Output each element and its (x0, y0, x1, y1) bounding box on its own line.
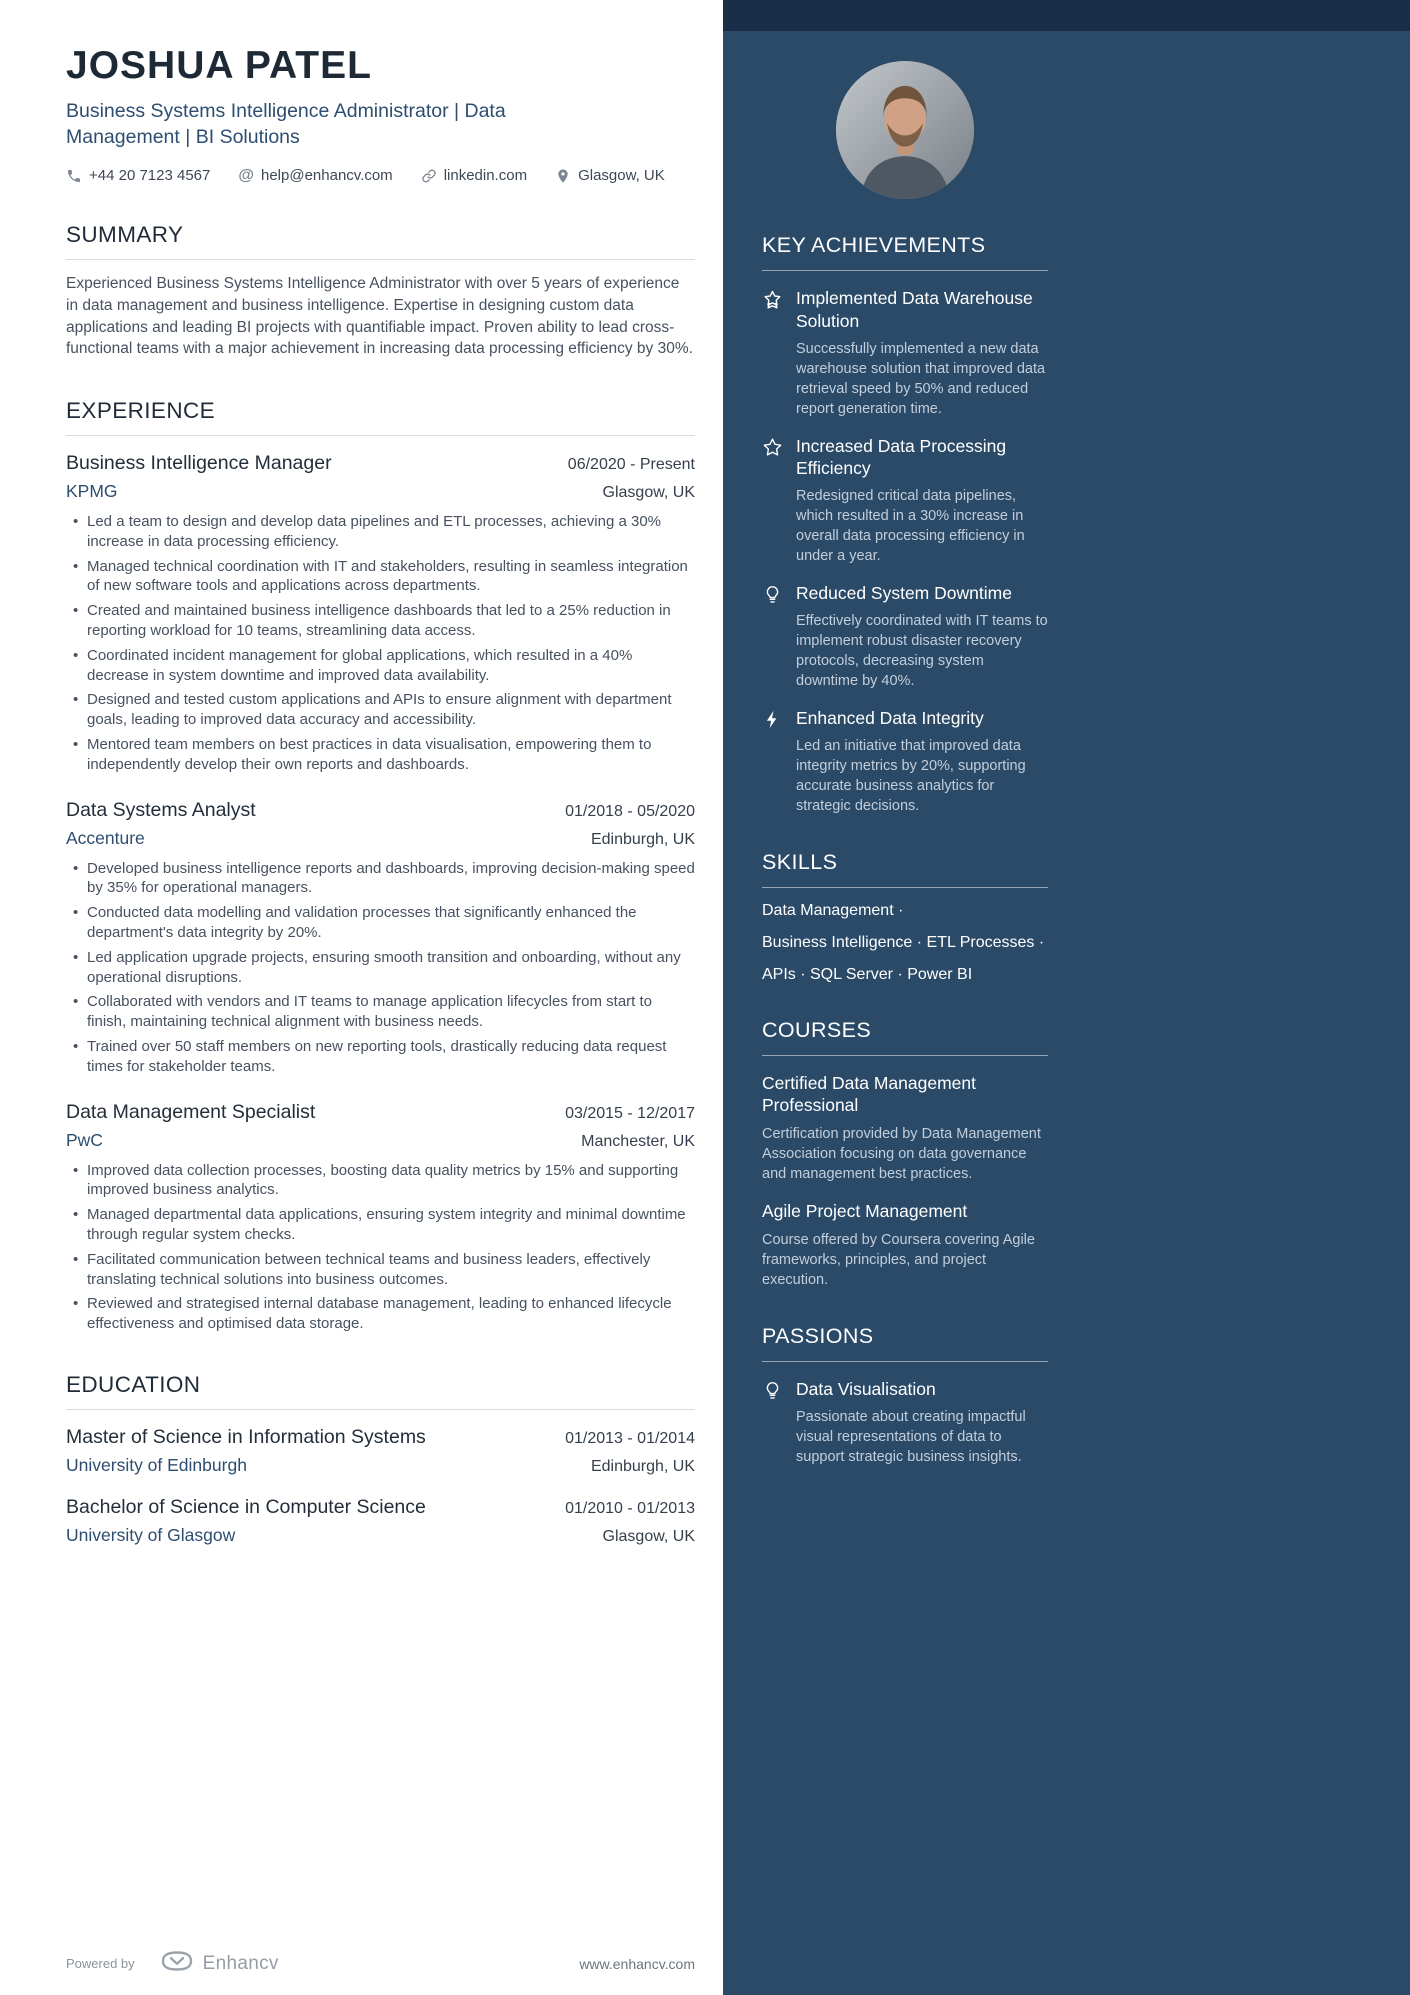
star-icon (762, 435, 784, 567)
job-bullet: • Reviewed and strategised internal database management, leading to enhanced lifecycle effectiveness and optimised data storage. (87, 1294, 695, 1334)
achievement-title: Increased Data Processing Efficiency (796, 435, 1007, 479)
key-achievements-section (762, 233, 1048, 816)
job-bullets (66, 859, 695, 1077)
job-bullet: • Facilitated communication between technical teams and business leaders, effectively translating technical solutions into business outcomes. (87, 1250, 695, 1290)
job-company: PwC (66, 1129, 103, 1150)
skills-section (762, 850, 1048, 984)
course-item (762, 1072, 1048, 1185)
skill-line: APIs · SQL Server · Power BI (762, 965, 973, 983)
experience-heading: EXPERIENCE (66, 398, 695, 436)
job-dates: 03/2015 - 12/2017 (565, 1104, 695, 1122)
job-dates: 06/2020 - Present (567, 456, 695, 473)
skill-line: Business Intelligence · ETL Processes · (762, 933, 1045, 951)
degree-school: University of Glasgow (66, 1524, 236, 1545)
achievement-text: Redesigned critical data pipelines, which resulted in a 30% increase in overall data processing efficiency in under a year. (796, 488, 1025, 564)
profile-photo (836, 61, 974, 199)
key-achievements-heading: KEY ACHIEVEMENTS (762, 233, 1048, 271)
achievement-text: Successfully implemented a new data warehouse solution that improved data retrieval speed by 50% and reduced report generation time. (796, 340, 1046, 417)
job-title: Data Management Specialist (66, 1100, 316, 1123)
degree-dates: 01/2010 - 01/2013 (565, 1499, 695, 1517)
courses-section (762, 1018, 1048, 1290)
degree-school: University of Edinburgh (66, 1454, 247, 1475)
lightbulb-icon (762, 582, 784, 691)
achievement-item (762, 707, 1048, 816)
phone-icon (66, 168, 82, 184)
job-location: Glasgow, UK (602, 484, 695, 501)
degree-dates: 01/2013 - 01/2014 (565, 1429, 695, 1447)
summary-section (66, 222, 695, 360)
job-bullet: • Collaborated with vendors and IT teams to manage application lifecycles from start to finish, maintaining technical alignment with business needs. (87, 992, 695, 1032)
job-bullet: • Coordinated incident management for global applications, which resulted in a 40% decrease in system downtime and improved data availability. (87, 646, 695, 686)
passions-section (762, 1324, 1048, 1467)
achievement-text: Effectively coordinated with IT teams to implement robust disaster recovery protocols, decreasing system downtime by 40%. (796, 612, 1048, 689)
contact-phone[interactable] (66, 167, 210, 184)
summary-text: Experienced Business Systems Intelligence Administrator with over 5 years of experience in data management and business intelligence. Expertise in designing custom data applications and leading BI projects with quantifiable impact. Proven ability to lead cross-functional teams with a major achievement in increasing data processing efficiency by 30%. (66, 275, 693, 358)
candidate-headline: Business Systems Intelligence Administrator | Data Management | BI Solutions (66, 100, 506, 149)
job-title: Business Intelligence Manager (66, 452, 332, 474)
contact-email[interactable] (238, 167, 392, 184)
contact-location-value: Glasgow, UK (578, 167, 665, 185)
passions-heading: PASSIONS (762, 1324, 1048, 1362)
degree-location: Edinburgh, UK (590, 1457, 695, 1475)
degree-title: Bachelor of Science in Computer Science (66, 1495, 426, 1518)
job-bullet: • Managed departmental data applications, ensuring system integrity and minimal downtime through regular system checks. (87, 1205, 695, 1245)
contact-website[interactable] (421, 167, 527, 184)
summary-heading: SUMMARY (66, 222, 695, 260)
job-bullets (66, 512, 695, 775)
job-company: Accenture (66, 827, 145, 848)
job-bullet: • Created and maintained business intelligence dashboards that led to a 25% reduction in reporting workload for 10 teams, streamlining data access. (87, 601, 695, 641)
link-icon (421, 168, 437, 184)
courses-heading: COURSES (762, 1018, 1048, 1056)
achievement-title: Implemented Data Warehouse Solution (796, 288, 1033, 331)
job-bullet: • Trained over 50 staff members on new reporting tools, drastically reducing data request times for stakeholder teams. (87, 1037, 695, 1077)
achievement-text: Led an initiative that improved data integrity metrics by 20%, supporting accurate business analytics for strategic decisions. (796, 737, 1026, 814)
education-entry (66, 1426, 695, 1476)
contact-row (66, 167, 695, 184)
job-bullet: • Managed technical coordination with IT and stakeholders, resulting in seamless integration of new software tools and applications across departments. (87, 557, 695, 597)
job-entry (66, 799, 695, 1077)
degree-location: Glasgow, UK (602, 1527, 695, 1545)
lightbulb-icon (762, 1378, 784, 1467)
enhancv-logo[interactable] (159, 1950, 279, 1977)
job-bullet: • Mentored team members on best practices in data visualisation, empowering them to independently develop their own reports and dashboards. (87, 735, 695, 775)
course-text: Certification provided by Data Management Association focusing on data governance and management best practices. (762, 1126, 1041, 1182)
course-title: Agile Project Management (762, 1201, 968, 1221)
skills-heading: SKILLS (762, 850, 1048, 888)
passion-text: Passionate about creating impactful visual representations of data to support strategic business insights. (796, 1408, 1026, 1465)
sidebar (723, 0, 1410, 1995)
location-pin-icon (555, 168, 571, 184)
contact-phone-value: +44 20 7123 4567 (89, 167, 211, 185)
contact-website-value: linkedin.com (443, 167, 528, 185)
job-entry (66, 1101, 695, 1334)
passion-item (762, 1378, 1048, 1467)
passion-title: Data Visualisation (796, 1378, 936, 1399)
at-icon: @ (238, 166, 254, 184)
bolt-icon (762, 707, 784, 816)
job-bullet: • Improved data collection processes, boosting data quality metrics by 15% and supporting improved business analytics. (87, 1161, 695, 1201)
job-bullets (66, 1161, 695, 1334)
job-bullet: • Developed business intelligence reports and dashboards, improving decision-making speed by 35% for operational managers. (87, 859, 695, 899)
contact-location (555, 167, 665, 184)
achievement-title: Enhanced Data Integrity (796, 707, 984, 728)
achievement-item (762, 582, 1048, 691)
job-bullet: • Designed and tested custom applications and APIs to ensure alignment with department goals, leading to improved data accuracy and accessibility. (87, 690, 695, 730)
course-text: Course offered by Coursera covering Agile frameworks, principles, and project execution. (762, 1231, 1035, 1288)
achievement-item (762, 287, 1048, 419)
job-company: KPMG (66, 481, 118, 501)
powered-by-label: Powered by (66, 1956, 135, 1971)
enhancv-logo-icon (159, 1950, 195, 1977)
course-item (762, 1200, 1048, 1290)
job-entry (66, 452, 695, 775)
job-location: Manchester, UK (581, 1132, 695, 1150)
job-bullet: • Led a team to design and develop data pipelines and ETL processes, achieving a 30% increase in data processing efficiency. (87, 512, 695, 552)
job-bullet: • Led application upgrade projects, ensuring smooth transition and onboarding, without any operational disruptions. (87, 948, 695, 988)
candidate-name: JOSHUA PATEL (66, 44, 372, 87)
job-bullet: • Conducted data modelling and validation processes that significantly enhanced the department's data integrity by 20%. (87, 903, 695, 943)
course-title: Certified Data Management Professional (762, 1072, 976, 1116)
achievement-item (762, 435, 1048, 567)
enhancv-wordmark: Enhancv (202, 1952, 279, 1974)
degree-title: Master of Science in Information Systems (66, 1425, 426, 1448)
experience-section (66, 398, 695, 1334)
contact-email-value: help@enhancv.com (260, 167, 393, 185)
education-entry (66, 1496, 695, 1546)
footer (66, 1950, 695, 1977)
job-dates: 01/2018 - 05/2020 (565, 802, 695, 820)
job-location: Edinburgh, UK (590, 830, 695, 848)
education-heading: EDUCATION (66, 1372, 695, 1410)
footer-website-link[interactable]: www.enhancv.com (579, 1955, 695, 1972)
education-section (66, 1372, 695, 1546)
skill-line: Data Management · (762, 901, 904, 919)
job-title: Data Systems Analyst (66, 798, 256, 821)
achievement-title: Reduced System Downtime (796, 583, 1012, 603)
award-star-icon (762, 287, 784, 419)
